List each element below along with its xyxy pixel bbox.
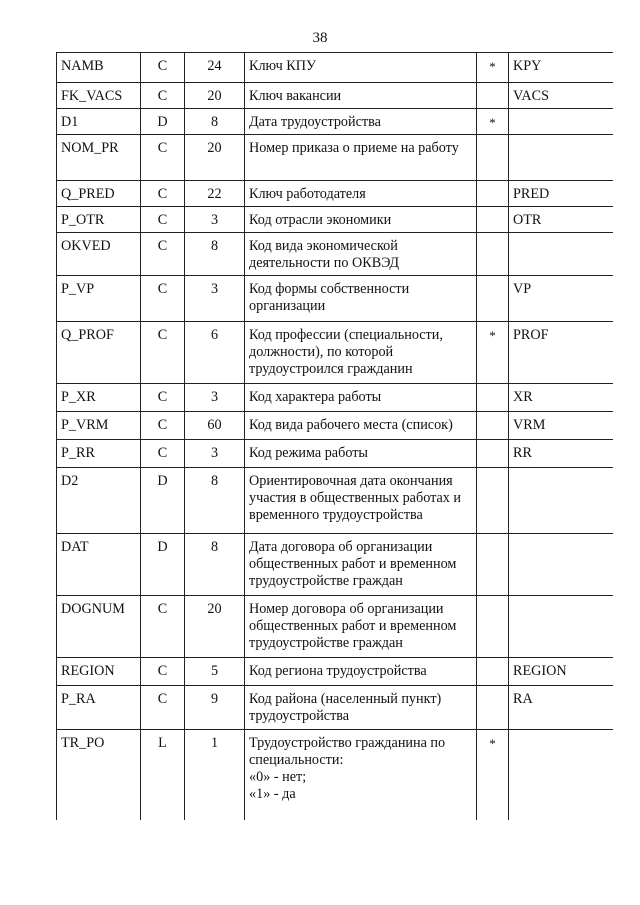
table-row [57, 440, 614, 468]
field-length-cell: 20 [185, 83, 245, 109]
field-type-cell: D [141, 109, 185, 135]
reference-cell [509, 135, 614, 181]
reference-cell: PRED [509, 181, 614, 207]
reference-cell: VRM [509, 412, 614, 440]
reference-cell: PROF [509, 322, 614, 384]
reference-cell [509, 468, 614, 534]
field-name-cell: DOGNUM [57, 596, 141, 658]
reference-cell: KPY [509, 53, 614, 83]
table-row [57, 207, 614, 233]
field-description-cell: Дата трудоустройства [245, 109, 477, 135]
reference-cell: RR [509, 440, 614, 468]
page-number: 38 [312, 30, 328, 46]
field-length-cell: 6 [185, 322, 245, 384]
field-description-cell: Трудоустройство гражданина по специальности: «0» - нет; «1» - да [245, 730, 477, 820]
table-row [57, 384, 614, 412]
field-description-cell: Код формы собственности организации [245, 276, 477, 322]
required-mark-cell [477, 276, 509, 322]
table-row [57, 322, 614, 384]
required-mark-cell: * [477, 109, 509, 135]
field-type-cell: D [141, 468, 185, 534]
field-description-cell: Дата договора об организации общественных работ и временном трудоустройстве граждан [245, 534, 477, 596]
reference-cell: OTR [509, 207, 614, 233]
field-type-cell: C [141, 412, 185, 440]
field-name-cell: P_OTR [57, 207, 141, 233]
field-name-cell: P_RR [57, 440, 141, 468]
fields-table-body [57, 53, 614, 820]
fields-table-container [56, 52, 613, 834]
reference-cell: VACS [509, 83, 614, 109]
reference-cell: VP [509, 276, 614, 322]
table-row [57, 135, 614, 181]
table-row [57, 181, 614, 207]
field-type-cell: C [141, 181, 185, 207]
reference-cell [509, 534, 614, 596]
field-name-cell: OKVED [57, 233, 141, 276]
field-description-cell: Код отрасли экономики [245, 207, 477, 233]
required-mark-cell [477, 686, 509, 730]
field-length-cell: 8 [185, 534, 245, 596]
field-description-cell: Код характера работы [245, 384, 477, 412]
field-name-cell: NAMB [57, 53, 141, 83]
field-length-cell: 20 [185, 135, 245, 181]
field-type-cell: C [141, 384, 185, 412]
field-description-cell: Номер приказа о приеме на работу [245, 135, 477, 181]
field-name-cell: D1 [57, 109, 141, 135]
reference-cell: REGION [509, 658, 614, 686]
field-type-cell: C [141, 596, 185, 658]
field-name-cell: Q_PROF [57, 322, 141, 384]
table-row [57, 276, 614, 322]
field-name-cell: FK_VACS [57, 83, 141, 109]
table-row [57, 686, 614, 730]
field-length-cell: 60 [185, 412, 245, 440]
required-mark-cell [477, 440, 509, 468]
field-description-cell: Код региона трудоустройства [245, 658, 477, 686]
table-row [57, 468, 614, 534]
required-mark-cell [477, 207, 509, 233]
field-description-cell: Ключ работодателя [245, 181, 477, 207]
reference-cell [509, 730, 614, 820]
description-option-line: «1» - да [249, 786, 296, 802]
reference-cell: RA [509, 686, 614, 730]
field-name-cell: NOM_PR [57, 135, 141, 181]
field-type-cell: C [141, 440, 185, 468]
field-type-cell: L [141, 730, 185, 820]
field-name-cell: REGION [57, 658, 141, 686]
field-description-cell: Код режима работы [245, 440, 477, 468]
field-type-cell: C [141, 276, 185, 322]
field-type-cell: C [141, 53, 185, 83]
field-name-cell: P_VRM [57, 412, 141, 440]
field-type-cell: D [141, 534, 185, 596]
field-length-cell: 3 [185, 440, 245, 468]
table-row [57, 412, 614, 440]
field-description-cell: Ключ вакансии [245, 83, 477, 109]
required-mark-cell: * [477, 322, 509, 384]
field-name-cell: TR_PO [57, 730, 141, 820]
field-length-cell: 3 [185, 207, 245, 233]
field-type-cell: C [141, 322, 185, 384]
field-length-cell: 1 [185, 730, 245, 820]
field-description-cell: Код вида рабочего места (список) [245, 412, 477, 440]
field-description-cell: Код района (населенный пункт) трудоустройства [245, 686, 477, 730]
required-mark-cell [477, 412, 509, 440]
table-row [57, 83, 614, 109]
table-row [57, 233, 614, 276]
field-name-cell: D2 [57, 468, 141, 534]
required-mark-cell [477, 534, 509, 596]
field-length-cell: 22 [185, 181, 245, 207]
field-name-cell: Q_PRED [57, 181, 141, 207]
required-mark-cell [477, 233, 509, 276]
field-length-cell: 5 [185, 658, 245, 686]
field-length-cell: 3 [185, 384, 245, 412]
field-name-cell: P_RA [57, 686, 141, 730]
field-description-cell: Номер договора об организации общественных работ и временном трудоустройстве граждан [245, 596, 477, 658]
field-name-cell: P_XR [57, 384, 141, 412]
field-length-cell: 24 [185, 53, 245, 83]
field-name-cell: P_VP [57, 276, 141, 322]
table-row [57, 730, 614, 820]
field-description-cell: Ориентировочная дата окончания участия в общественных работах и временного трудоустройства [245, 468, 477, 534]
field-type-cell: C [141, 658, 185, 686]
field-name-cell: DAT [57, 534, 141, 596]
table-row [57, 658, 614, 686]
description-option-line: «0» - нет; [249, 769, 307, 785]
reference-cell [509, 233, 614, 276]
field-length-cell: 9 [185, 686, 245, 730]
table-row [57, 596, 614, 658]
field-type-cell: C [141, 207, 185, 233]
field-type-cell: C [141, 686, 185, 730]
reference-cell [509, 596, 614, 658]
required-mark-cell [477, 468, 509, 534]
reference-cell: XR [509, 384, 614, 412]
field-length-cell: 8 [185, 233, 245, 276]
required-mark-cell [477, 181, 509, 207]
required-mark-cell [477, 83, 509, 109]
field-length-cell: 20 [185, 596, 245, 658]
table-row [57, 534, 614, 596]
fields-table [56, 52, 613, 820]
field-description-cell: Ключ КПУ [245, 53, 477, 83]
required-mark-cell [477, 658, 509, 686]
field-type-cell: C [141, 135, 185, 181]
required-mark-cell [477, 384, 509, 412]
field-length-cell: 8 [185, 109, 245, 135]
required-mark-cell [477, 135, 509, 181]
field-description-cell: Код профессии (специальности, должности), по которой трудоустроился гражданин [245, 322, 477, 384]
field-length-cell: 3 [185, 276, 245, 322]
field-type-cell: C [141, 83, 185, 109]
required-mark-cell: * [477, 53, 509, 83]
required-mark-cell: * [477, 730, 509, 820]
table-row [57, 53, 614, 83]
field-description-cell: Код вида экономической деятельности по ОКВЭД [245, 233, 477, 276]
table-row [57, 109, 614, 135]
field-type-cell: C [141, 233, 185, 276]
reference-cell [509, 109, 614, 135]
field-length-cell: 8 [185, 468, 245, 534]
required-mark-cell [477, 596, 509, 658]
